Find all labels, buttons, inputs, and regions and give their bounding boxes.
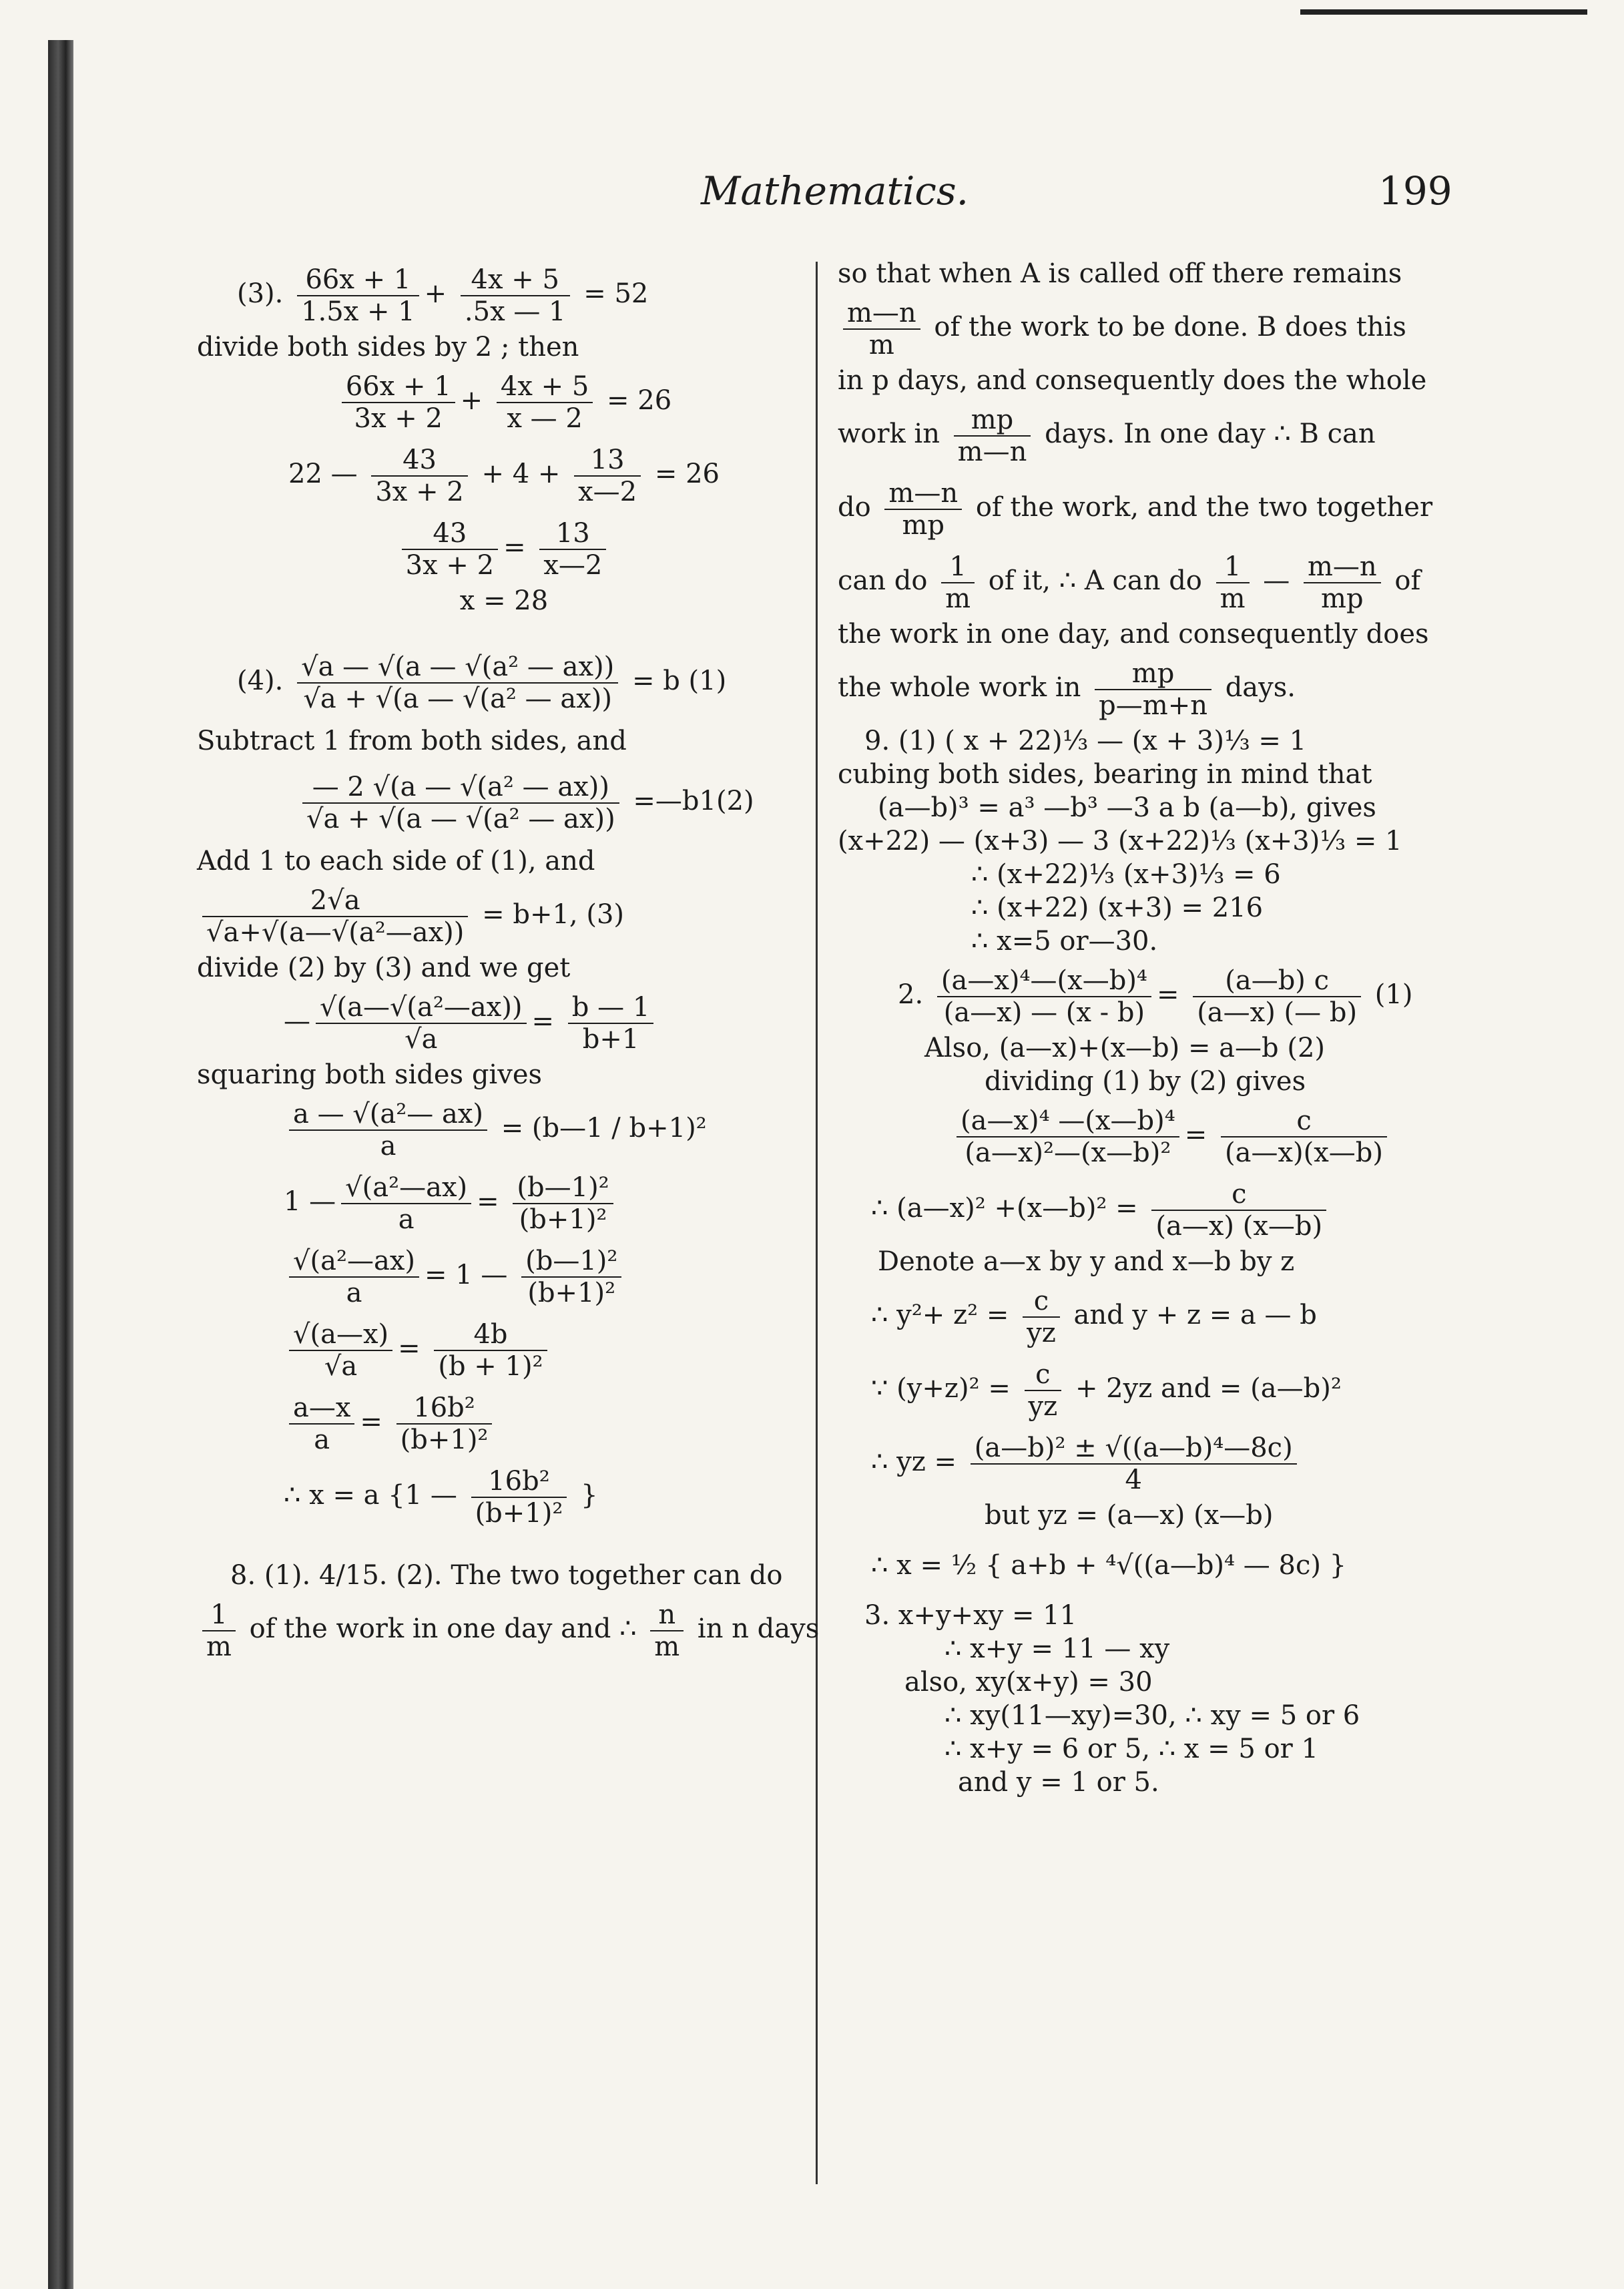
fraction — [513, 1172, 613, 1235]
lead: can do — [838, 565, 928, 596]
denominator: (a—x) (x—b) — [1155, 1211, 1323, 1242]
denominator: p—m+n — [1099, 690, 1207, 721]
denominator: 3x + 2 — [405, 550, 495, 581]
problem-2-result: ∴ x = ½ { a+b + ⁴√((a—b)⁴ — 8c) } — [871, 1550, 1347, 1581]
denominator: √a+√(a—√(a²—ax)) — [206, 917, 465, 948]
column-divider — [816, 262, 818, 2184]
problem-8-line-1: 8. (1). 4/15. (2). The two together can do — [230, 1560, 783, 1591]
rhs: = 26 — [654, 459, 720, 489]
middle: + 4 + — [481, 459, 561, 489]
fraction — [539, 518, 606, 581]
denominator: √a + √(a — √(a² — ax)) — [303, 684, 613, 714]
denominator: m — [654, 1631, 680, 1662]
fraction — [1023, 1286, 1060, 1348]
left-column — [197, 257, 820, 1666]
problem-3b-line-5: ∴ x+y = 6 or 5, ∴ x = 5 or 1 — [944, 1734, 1318, 1764]
problem-8-cont-3: in p days, and consequently does the whole — [838, 365, 1427, 396]
numerator: 4x + 5 — [497, 371, 593, 403]
denominator: 4 — [1125, 1465, 1142, 1495]
problem-2-equation-3 — [838, 1172, 1445, 1245]
problem-3b-line-3: also, xy(x+y) = 30 — [904, 1667, 1153, 1698]
fraction — [954, 405, 1031, 467]
top-rule — [1300, 9, 1587, 15]
problem-2-equation-2: $\frac{\text{(a—x)⁴ —(x—b)⁴}}{\text{(a—x)²—(x—b)²}}$ = $\frac{c}{(a—x)(x—b)}$ — [838, 1098, 1445, 1172]
problem-4-equation-3 — [197, 878, 811, 951]
problem-9-line-5: ∴ (x+22)⅓ (x+3)⅓ = 6 — [971, 859, 1281, 890]
problem-4-equation-2 — [197, 758, 811, 844]
problem-3-text-1: divide both sides by 2 ; then — [197, 332, 579, 362]
problem-3-equation-4: $\frac{43}{3x + 2}$ = $\frac{13}{x—2}$ — [197, 511, 811, 584]
problem-2-also: Also, (a—x)+(x—b) = a—b (2) — [924, 1033, 1325, 1063]
denominator: (a—x)²—(x—b)² — [965, 1137, 1171, 1168]
fraction — [1025, 1359, 1062, 1422]
fraction — [1216, 551, 1250, 614]
fraction — [1095, 658, 1211, 721]
fraction — [461, 264, 570, 327]
rhs: = 26 — [607, 385, 672, 416]
lead: ∴ (a—x)² +(x—b)² = — [871, 1193, 1138, 1224]
denominator: (b+1)² — [400, 1425, 489, 1455]
fraction — [371, 445, 467, 507]
tail: days. In one day ∴ B can — [1045, 419, 1376, 449]
numerator: c — [1023, 1286, 1060, 1318]
fraction — [316, 992, 527, 1055]
problem-9-line-6: ∴ (x+22) (x+3) = 216 — [971, 893, 1264, 923]
fraction — [1151, 1179, 1326, 1242]
numerator: mp — [954, 405, 1031, 437]
denominator: √a — [324, 1351, 358, 1382]
rhs: = (b—1 / b+1)² — [501, 1113, 707, 1143]
denominator: (a—x) (— b) — [1197, 997, 1358, 1028]
rhs: = b+1, (3) — [482, 899, 624, 930]
denominator: √a — [404, 1024, 438, 1055]
problem-8-line-2 — [197, 1592, 820, 1666]
running-head: Mathematics. — [701, 168, 969, 214]
lead: the whole work in — [838, 672, 1081, 703]
numerator: 4x + 5 — [461, 264, 570, 296]
fraction — [297, 652, 618, 714]
numerator: 16b² — [471, 1466, 567, 1498]
problem-2-equation-5 — [838, 1352, 1445, 1425]
fraction — [402, 518, 498, 581]
denominator: x—2 — [543, 550, 603, 581]
numerator: 13 — [539, 518, 606, 550]
problem-2-dividing: dividing (1) by (2) gives — [985, 1066, 1306, 1097]
problem-4-equation-1 — [197, 638, 811, 724]
numerator: 43 — [402, 518, 498, 550]
problem-2-equation-4 — [838, 1278, 1445, 1352]
numerator: a—x — [289, 1392, 354, 1425]
numerator: c — [1221, 1105, 1387, 1137]
fraction — [941, 551, 975, 614]
fraction — [342, 371, 455, 434]
problem-3b-line-2: ∴ x+y = 11 — xy — [944, 1633, 1170, 1664]
problem-4-text-3: divide (2) by (3) and we get — [197, 953, 571, 983]
numerator: c — [1151, 1179, 1326, 1211]
denominator: (b+1)² — [475, 1498, 563, 1529]
denominator: yz — [1027, 1318, 1056, 1348]
fraction — [434, 1319, 547, 1382]
problem-3-result: x = 28 — [459, 585, 549, 616]
denominator: m — [206, 1631, 232, 1662]
problem-2-equation-6 — [838, 1425, 1445, 1499]
problem-9-line-3: (a—b)³ = a³ —b³ —3 a b (a—b), gives — [878, 792, 1376, 823]
lead: ∴ yz = — [871, 1447, 957, 1477]
fraction — [1193, 965, 1361, 1028]
problem-8-cont-7: the work in one day, and consequently does — [838, 619, 1429, 650]
rhs: = b (1) — [631, 666, 727, 696]
numerator: mp — [1095, 658, 1211, 690]
fraction — [843, 298, 920, 360]
denominator: b+1 — [582, 1024, 639, 1055]
numerator: (a—b) c — [1193, 965, 1361, 997]
lead: ∵ (y+z)² = — [871, 1373, 1011, 1404]
fraction — [202, 885, 468, 948]
problem-4-equation-9: $\frac{a—x}{a}$ = $\frac{\text{16b²}}{\text{(b+1)²}}$ — [197, 1385, 811, 1459]
numerator: m—n — [884, 478, 962, 510]
dash: — — [1263, 565, 1290, 596]
problem-9-line-2: cubing both sides, bearing in mind that — [838, 759, 1372, 790]
middle: of it, ∴ A can do — [988, 565, 1202, 596]
numerator: b — 1 — [568, 992, 653, 1024]
problem-4-equation-4: — $\frac{\text{√(a—√(a²—ax))}}{√a}$ = $\frac{b — 1}{b+1}$ — [197, 985, 811, 1058]
middle: of the work in one day and ∴ — [249, 1613, 637, 1644]
numerator: 2√a — [202, 885, 468, 917]
numerator: 66x + 1 — [342, 371, 455, 403]
fraction — [574, 445, 641, 507]
denominator: a — [314, 1425, 330, 1455]
tail: (1) — [1374, 979, 1413, 1010]
fraction — [289, 1319, 392, 1382]
denominator: x — 2 — [507, 403, 583, 434]
tail: in n days — [697, 1613, 820, 1644]
numerator: c — [1025, 1359, 1062, 1391]
denominator: 3x + 2 — [375, 477, 464, 507]
problem-2-but: but yz = (a—x) (x—b) — [985, 1500, 1274, 1531]
problem-3-equation-3 — [197, 437, 811, 511]
numerator: m—n — [1304, 551, 1381, 583]
denominator: x—2 — [578, 477, 637, 507]
problem-8-cont-6 — [838, 544, 1445, 617]
denominator: √a + √(a — √(a² — ax)) — [306, 804, 615, 834]
numerator: — 2 √(a — √(a² — ax)) — [302, 772, 619, 804]
page-binding-edge — [48, 40, 73, 2289]
page-number: 199 — [1378, 168, 1452, 214]
problem-4-label: (4). — [237, 666, 284, 696]
tail: days. — [1225, 672, 1296, 703]
fraction — [957, 1105, 1179, 1168]
fraction — [1221, 1105, 1387, 1168]
tail: of — [1394, 565, 1421, 596]
problem-8-cont-1: so that when A is called off there remains — [838, 258, 1402, 289]
problem-4-equation-7: $\frac{\text{√(a²—ax)}}{a}$ = 1 — $\frac{\text{(b—1)²}}{\text{(b+1)²}}$ — [197, 1238, 811, 1312]
denominator: m — [1220, 583, 1246, 614]
numerator: √(a²—ax) — [341, 1172, 471, 1204]
numerator: √a — √(a — √(a² — ax)) — [297, 652, 618, 684]
lead: 22 — — [288, 459, 358, 489]
lead: ∴ x = a {1 — — [284, 1480, 457, 1511]
problem-4-text-1: Subtract 1 from both sides, and — [197, 726, 627, 756]
lead: do — [838, 492, 871, 523]
denominator: (a—x) — (x - b) — [943, 997, 1145, 1028]
problem-2-equation-1: 2. $\frac{\text{(a—x)⁴—(x—b)⁴}}{(a—x) — (x - b)}$ = $\frac{(a—b) c}{(a—x) (— b)}$ (1) — [898, 965, 1413, 1028]
numerator: (b—1)² — [513, 1172, 613, 1204]
fraction — [297, 264, 419, 327]
problem-3b-line-6: and y = 1 or 5. — [958, 1767, 1159, 1798]
problem-8-cont-4 — [838, 397, 1445, 471]
denominator: (b+1)² — [519, 1204, 607, 1235]
problem-3b-line-1: 3. x+y+xy = 11 — [864, 1600, 1077, 1631]
fraction — [521, 1246, 621, 1308]
fraction — [302, 772, 619, 834]
tail: of the work, and the two together — [975, 492, 1433, 523]
numerator: n — [650, 1599, 684, 1631]
problem-4-result — [197, 1459, 811, 1532]
problem-3-label: (3). — [237, 278, 284, 309]
fraction — [396, 1392, 493, 1455]
numerator: 1 — [202, 1599, 236, 1631]
denominator: m — [945, 583, 971, 614]
numerator: 1 — [941, 551, 975, 583]
numerator: a — √(a²— ax) — [289, 1099, 487, 1131]
fraction — [937, 965, 1151, 1028]
problem-2-denote: Denote a—x by y and x—b by z — [878, 1246, 1295, 1277]
fraction — [289, 1099, 487, 1162]
denominator: 1.5x + 1 — [301, 296, 415, 327]
numerator: (b—1)² — [521, 1246, 621, 1278]
numerator: 13 — [574, 445, 641, 477]
denominator: a — [380, 1131, 396, 1162]
fraction — [202, 1599, 236, 1662]
problem-3-equation-2: $\frac{66x + 1}{3x + 2}$ + $\frac{4x + 5}{x — 2}$ = 26 — [197, 364, 811, 437]
numerator: √(a—x) — [289, 1319, 392, 1351]
numerator: √(a²—ax) — [289, 1246, 419, 1278]
numerator: 4b — [434, 1319, 547, 1351]
problem-3b-line-4: ∴ xy(11—xy)=30, ∴ xy = 5 or 6 — [944, 1700, 1360, 1731]
problem-9-line-7: ∴ x=5 or—30. — [971, 926, 1158, 957]
denominator: m — [868, 330, 894, 360]
problem-8-cont-5 — [838, 471, 1445, 544]
numerator: 1 — [1216, 551, 1250, 583]
tail: + 2yz and = (a—b)² — [1075, 1373, 1342, 1404]
right-column — [838, 257, 1445, 1799]
problem-8-cont-2 — [838, 290, 1445, 364]
tail: } — [581, 1480, 598, 1511]
fraction — [650, 1599, 684, 1662]
denominator: mp — [902, 510, 945, 541]
problem-8-cont-8 — [838, 651, 1445, 724]
fraction — [497, 371, 593, 434]
numerator: 43 — [371, 445, 467, 477]
numerator: 66x + 1 — [297, 264, 419, 296]
lead: 2. — [898, 979, 924, 1010]
problem-9-line-4: (x+22) — (x+3) — 3 (x+22)⅓ (x+3)⅓ = 1 — [838, 826, 1402, 856]
numerator: (a—b)² ± √((a—b)⁴—8c) — [971, 1433, 1297, 1465]
fraction — [289, 1246, 419, 1308]
denominator: mp — [1321, 583, 1364, 614]
denominator: (a—x)(x—b) — [1225, 1137, 1384, 1168]
lead: ∴ y²+ z² = — [871, 1300, 1009, 1330]
fraction — [289, 1392, 354, 1455]
rhs: =—b1(2) — [633, 786, 754, 816]
denominator: .5x — 1 — [464, 296, 566, 327]
fraction — [341, 1172, 471, 1235]
problem-4-text-4: squaring both sides gives — [197, 1059, 543, 1090]
denominator: (b+1)² — [527, 1278, 616, 1308]
fraction — [471, 1466, 567, 1529]
numerator: m—n — [843, 298, 920, 330]
denominator: a — [398, 1204, 415, 1235]
numerator: (a—x)⁴—(x—b)⁴ — [937, 965, 1151, 997]
numerator: (a—x)⁴ —(x—b)⁴ — [957, 1105, 1179, 1137]
page-header — [0, 168, 1624, 228]
denominator: m—n — [957, 437, 1027, 467]
text: of the work to be done. B does this — [934, 312, 1406, 342]
problem-4-equation-8: $\frac{√(a—x)}{√a}$ = $\frac{4b}{\text{(b + 1)²}}$ — [197, 1312, 811, 1385]
denominator: yz — [1028, 1391, 1058, 1422]
numerator: √(a—√(a²—ax)) — [316, 992, 527, 1024]
problem-3-equation-1: (3). $\frac{66x + 1}{1.5x + 1}$ + $\frac{4x + 5}{.5x — 1}$ = 52 — [237, 264, 649, 327]
fraction — [568, 992, 653, 1055]
denominator: a — [346, 1278, 362, 1308]
problem-4-text-2: Add 1 to each side of (1), and — [197, 846, 595, 876]
denominator: 3x + 2 — [354, 403, 443, 434]
fraction — [1304, 551, 1381, 614]
problem-9-line-1: 9. (1) ( x + 22)⅓ — (x + 3)⅓ = 1 — [864, 726, 1307, 756]
fraction — [884, 478, 962, 541]
denominator: (b + 1)² — [438, 1351, 543, 1382]
fraction — [971, 1433, 1297, 1495]
problem-4-equation-5 — [197, 1091, 811, 1165]
numerator: 16b² — [396, 1392, 493, 1425]
lead: work in — [838, 419, 940, 449]
rhs: = 52 — [583, 278, 649, 309]
tail: and y + z = a — b — [1073, 1300, 1317, 1330]
problem-4-equation-6: 1 — $\frac{\text{√(a²—ax)}}{a}$ = $\frac{\text{(b—1)²}}{\text{(b+1)²}}$ — [197, 1165, 811, 1238]
